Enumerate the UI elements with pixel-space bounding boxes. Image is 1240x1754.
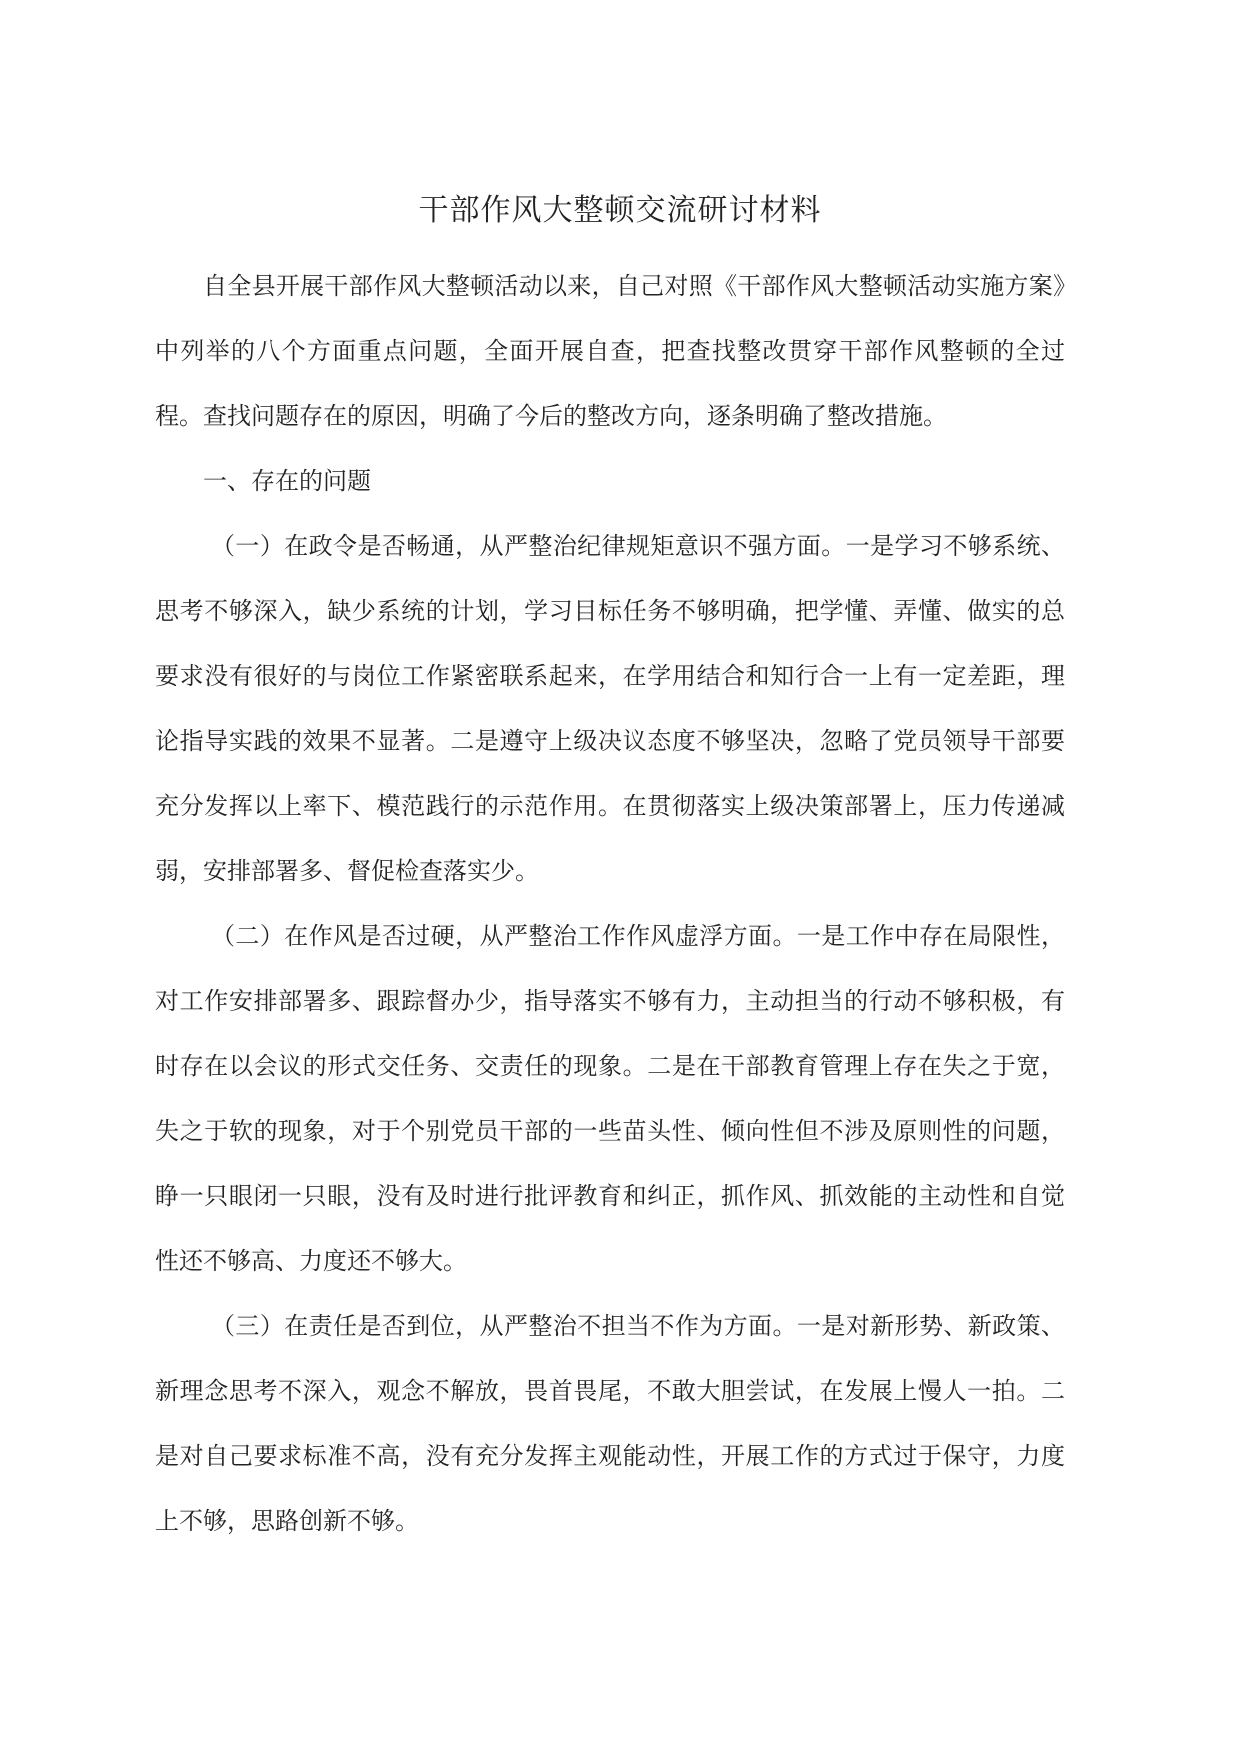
problem-item-2: （二）在作风是否过硬，从严整治工作作风虚浮方面。一是工作中存在局限性，对工作安排部署多、跟踪督办少，指导落实不够有力，主动担当的行动不够积极，有时存在以会议的形式交任务、交责任的现象。二是在干部教育管理上存在失之于宽，失之于软的现象，对于个别党员干部的一些苗头性、倾向性但不涉及原则性的问题，睁一只眼闭一只眼，没有及时进行批评教育和纠正，抓作风、抓效能的主动性和自觉性还不够高、力度还不够大。 bbox=[155, 922, 1065, 1275]
section-heading: 一、存在的问题 bbox=[203, 467, 371, 495]
intro-paragraph: 自全县开展干部作风大整顿活动以来，自己对照《干部作风大整顿活动实施方案》中列举的八个方面重点问题，全面开展自查，把查找整改贯穿干部作风整顿的全过程。查找问题存在的原因，明确了今后的整改方向，逐条明确了整改措施。 bbox=[155, 272, 1065, 430]
problem-item-1: （一）在政令是否畅通，从严整治纪律规矩意识不强方面。一是学习不够系统、思考不够深入，缺少系统的计划，学习目标任务不够明确，把学懂、弄懂、做实的总要求没有很好的与岗位工作紧密联系起来，在学用结合和知行合一上有一定差距，理论指导实践的效果不显著。二是遵守上级决议态度不够坚决，忽略了党员领导干部要充分发挥以上率下、模范践行的示范作用。在贯彻落实上级决策部署上，压力传递减弱，安排部署多、督促检查落实少。 bbox=[155, 532, 1065, 885]
document-body bbox=[155, 254, 1065, 1554]
document-title: 干部作风大整顿交流研讨材料 bbox=[418, 193, 822, 228]
problem-item-3: （三）在责任是否到位，从严整治不担当不作为方面。一是对新形势、新政策、新理念思考不深入，观念不解放，畏首畏尾，不敢大胆尝试，在发展上慢人一拍。二是对自己要求标准不高，没有充分发挥主观能动性，开展工作的方式过于保守，力度上不够，思路创新不够。 bbox=[155, 1312, 1065, 1535]
